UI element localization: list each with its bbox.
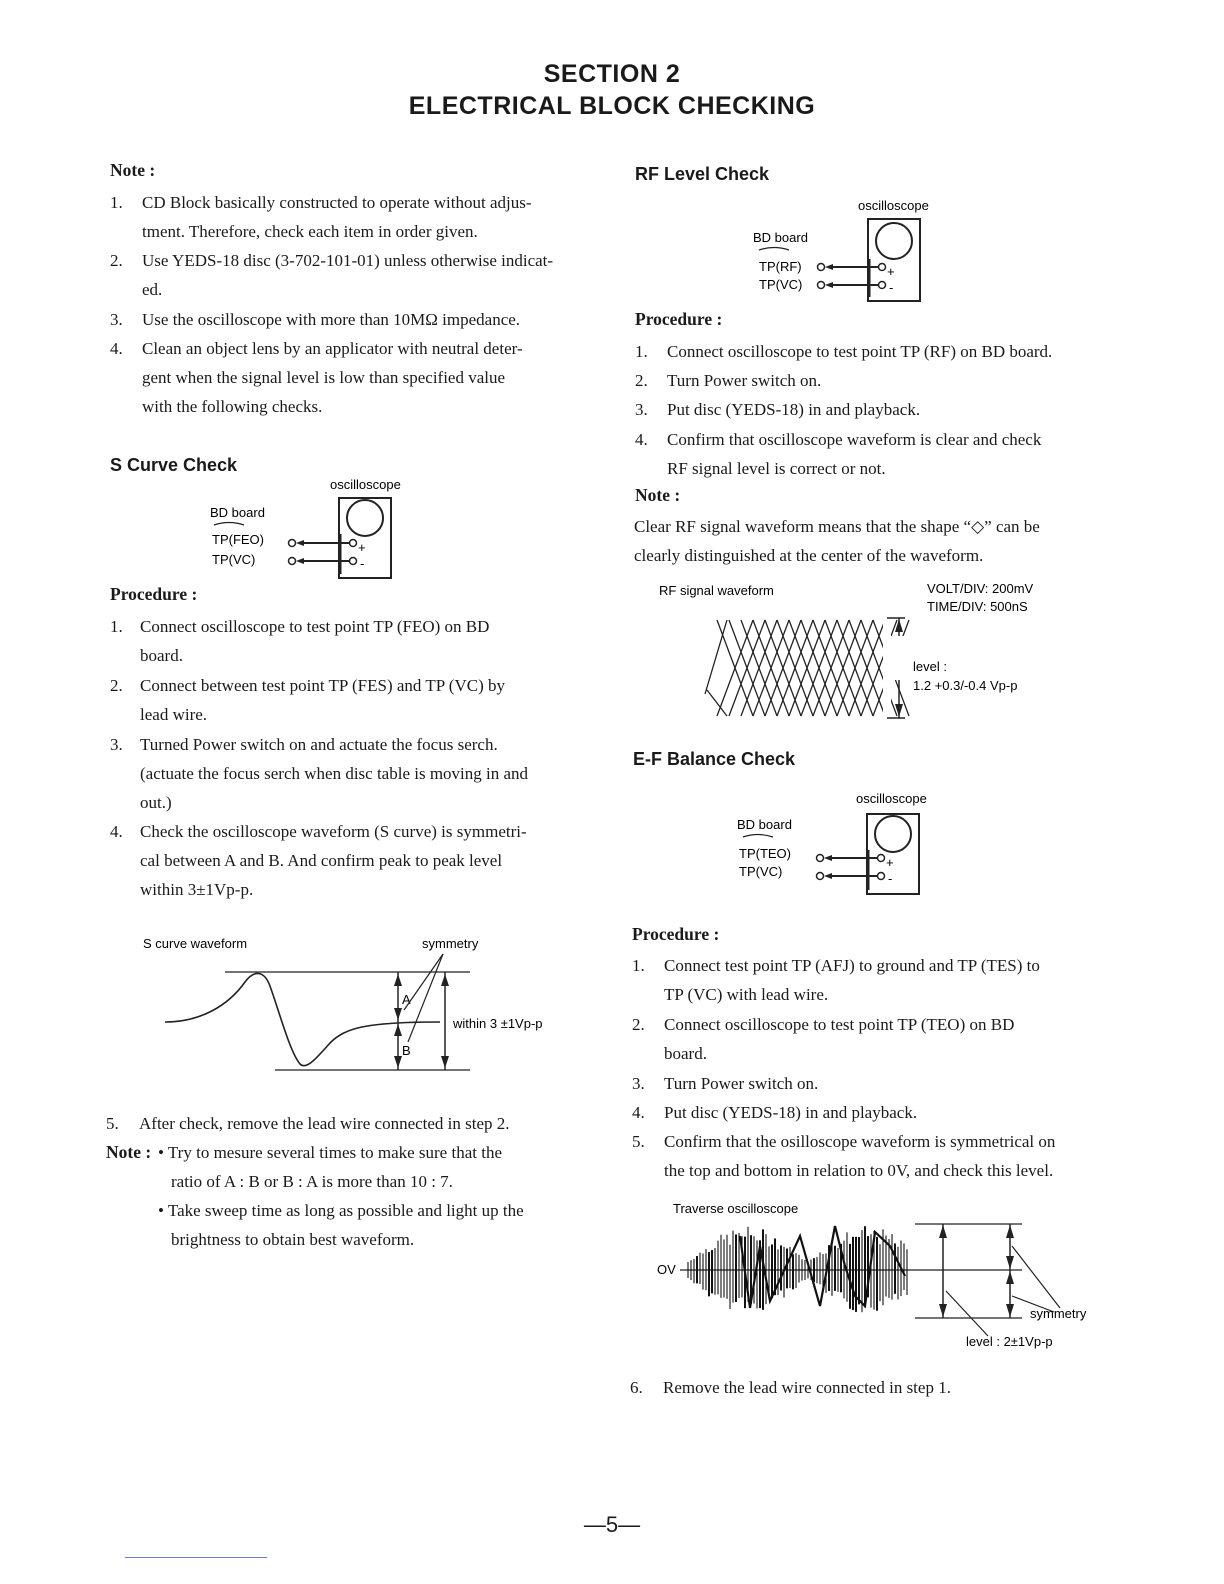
s-curve-connection-diagram bbox=[200, 472, 420, 584]
within-label: within 3 ±1Vp-p bbox=[453, 1016, 543, 1031]
step-number: 4. bbox=[110, 822, 123, 841]
minus-sign: - bbox=[888, 871, 893, 886]
note-label: Note : bbox=[110, 160, 156, 180]
rf-connection-diagram bbox=[745, 193, 965, 305]
step-line: Connect test point TP (AFJ) to ground and TP (TES) to bbox=[664, 956, 1040, 975]
step-line: (actuate the focus serch when disc table is moving in and bbox=[140, 764, 529, 783]
note-line: clearly distinguished at the center of the waveform. bbox=[634, 546, 984, 565]
arrow-head bbox=[296, 558, 304, 564]
note-bullet-line: ratio of A : B or B : A is more than 10 : 7. bbox=[171, 1172, 453, 1191]
step-line: board. bbox=[140, 646, 183, 665]
oscilloscope-screen bbox=[876, 223, 912, 259]
step-number: 3. bbox=[632, 1074, 645, 1093]
oscilloscope-label: oscilloscope bbox=[330, 477, 401, 492]
step-number: 1. bbox=[635, 342, 648, 361]
step-number: 3. bbox=[110, 735, 123, 754]
b-label: B bbox=[402, 1043, 411, 1058]
step-line: Connect between test point TP (FES) and TP (VC) by bbox=[140, 676, 505, 695]
step-number: 5. bbox=[632, 1132, 645, 1151]
item-number: 4. bbox=[110, 339, 123, 358]
tp-label-1: TP(TEO) bbox=[739, 846, 791, 861]
step-line: Turn Power switch on. bbox=[664, 1074, 819, 1093]
plus-sign: + bbox=[887, 264, 895, 279]
item-number: 1. bbox=[110, 193, 123, 212]
oscilloscope-label: oscilloscope bbox=[858, 198, 929, 213]
step-line: TP (VC) with lead wire. bbox=[664, 985, 829, 1004]
note-bullet-line: • Take sweep time as long as possible and light up the bbox=[158, 1201, 524, 1220]
step-line: cal between A and B. And confirm peak to peak level bbox=[140, 851, 503, 870]
s-curve-procedure-label: Procedure : bbox=[110, 584, 198, 604]
item-line: CD Block basically constructed to operate without adjus- bbox=[142, 193, 532, 212]
board-label: BD board bbox=[210, 505, 265, 520]
step-line: Connect oscilloscope to test point TP (TEO) on BD bbox=[664, 1015, 1015, 1034]
step-number: 5. bbox=[106, 1114, 119, 1133]
step-line: Put disc (YEDS-18) in and playback. bbox=[664, 1103, 918, 1122]
rf-signal-waveform bbox=[655, 576, 1095, 726]
item-line: Use the oscilloscope with more than 10MΩ impedance. bbox=[142, 310, 521, 329]
step-number: 3. bbox=[635, 400, 648, 419]
tp-label-2: TP(VC) bbox=[759, 277, 803, 292]
item-line: tment. Therefore, check each item in order given. bbox=[142, 222, 478, 241]
board-label: BD board bbox=[753, 230, 808, 245]
section-number: SECTION 2 bbox=[543, 60, 681, 88]
step-line: RF signal level is correct or not. bbox=[667, 459, 886, 478]
step-line: board. bbox=[664, 1044, 707, 1063]
minus-sign: - bbox=[889, 280, 894, 295]
page-title: ELECTRICAL BLOCK CHECKING bbox=[408, 92, 816, 120]
tp-label-1: TP(RF) bbox=[759, 259, 802, 274]
minus-sign: - bbox=[360, 556, 365, 571]
item-line: with the following checks. bbox=[142, 397, 323, 416]
rf-procedure-label: Procedure : bbox=[635, 309, 723, 329]
step-line: Confirm that oscilloscope waveform is clear and check bbox=[667, 430, 1042, 449]
step-number: 4. bbox=[635, 430, 648, 449]
ov-label: OV bbox=[657, 1262, 676, 1277]
step-line: Connect oscilloscope to test point TP (FEO) on BD bbox=[140, 617, 490, 636]
item-line: Clean an object lens by an applicator with neutral deter- bbox=[142, 339, 523, 358]
traverse-waveform bbox=[650, 1196, 1100, 1356]
item-line: Use YEDS-18 disc (3-702-101-01) unless otherwise indicat- bbox=[142, 251, 554, 270]
note-bullet-line: brightness to obtain best waveform. bbox=[171, 1230, 415, 1249]
note-label: Note : bbox=[106, 1142, 152, 1162]
arrow-head bbox=[296, 540, 304, 546]
oscilloscope-box bbox=[339, 498, 391, 578]
item-number: 2. bbox=[110, 251, 123, 270]
step-number: 2. bbox=[632, 1015, 645, 1034]
tp-label-2: TP(VC) bbox=[739, 864, 783, 879]
step-line: Turned Power switch on and actuate the focus serch. bbox=[140, 735, 498, 754]
item-line: ed. bbox=[142, 280, 163, 299]
plus-sign: + bbox=[886, 855, 894, 870]
step-text: Remove the lead wire connected in step 1. bbox=[663, 1378, 951, 1397]
traverse-signal bbox=[688, 1226, 907, 1312]
a-label: A bbox=[402, 992, 411, 1007]
board-label: BD board bbox=[737, 817, 792, 832]
ef-balance-heading: E-F Balance Check bbox=[633, 749, 796, 769]
board-brace bbox=[214, 523, 244, 526]
symmetry-label: symmetry bbox=[1030, 1306, 1087, 1321]
ef-procedure-label: Procedure : bbox=[632, 924, 720, 944]
note-bullet-line: • Try to mesure several times to make sure that the bbox=[158, 1143, 502, 1162]
rf-level-heading: RF Level Check bbox=[635, 164, 770, 184]
step-line: Connect oscilloscope to test point TP (RF) on BD board. bbox=[667, 342, 1053, 361]
step-line: out.) bbox=[140, 793, 172, 812]
oscilloscope-box bbox=[867, 814, 919, 894]
step-line: Put disc (YEDS-18) in and playback. bbox=[667, 400, 921, 419]
step-line: Check the oscilloscope waveform (S curve) is symmetri- bbox=[140, 822, 527, 841]
waveform-label: RF signal waveform bbox=[659, 583, 774, 598]
level-value: 1.2 +0.3/-0.4 Vp-p bbox=[913, 678, 1018, 693]
s-curve-waveform bbox=[140, 930, 580, 1080]
terminal bbox=[289, 540, 296, 547]
step-line: lead wire. bbox=[140, 705, 208, 724]
footer-rule bbox=[125, 1557, 267, 1558]
plus-sign: + bbox=[358, 540, 366, 555]
step-number: 1. bbox=[110, 617, 123, 636]
step-number: 2. bbox=[635, 371, 648, 390]
step-number: 4. bbox=[632, 1103, 645, 1122]
step-number: 6. bbox=[630, 1378, 643, 1397]
ef-connection-diagram bbox=[733, 786, 953, 898]
page-number: —5— bbox=[583, 1512, 641, 1537]
waveform-label: Traverse oscilloscope bbox=[673, 1201, 799, 1216]
step-line: the top and bottom in relation to 0V, and check this level. bbox=[664, 1161, 1054, 1180]
item-line: gent when the signal level is low than specified value bbox=[142, 368, 506, 387]
item-number: 3. bbox=[110, 310, 123, 329]
oscilloscope-label: oscilloscope bbox=[856, 791, 927, 806]
oscilloscope-screen bbox=[875, 816, 911, 852]
symmetry-label: symmetry bbox=[422, 936, 479, 951]
tp-label-1: TP(FEO) bbox=[212, 532, 264, 547]
step-number: 1. bbox=[632, 956, 645, 975]
rf-eye-pattern bbox=[705, 616, 909, 720]
step-line: Turn Power switch on. bbox=[667, 371, 822, 390]
step-line: within 3±1Vp-p. bbox=[140, 880, 254, 899]
level-label: level : bbox=[913, 659, 947, 674]
time-div-label: TIME/DIV: 500nS bbox=[927, 599, 1028, 614]
rf-note-label: Note : bbox=[635, 485, 681, 505]
volt-div-label: VOLT/DIV: 200mV bbox=[927, 581, 1034, 596]
step-text: After check, remove the lead wire connected in step 2. bbox=[139, 1114, 510, 1133]
s-curve-heading: S Curve Check bbox=[110, 455, 238, 475]
note-line: Clear RF signal waveform means that the shape “◇” can be bbox=[634, 517, 1040, 536]
step-line: Confirm that the osilloscope waveform is symmetrical on bbox=[664, 1132, 1056, 1151]
tp-label-2: TP(VC) bbox=[212, 552, 256, 567]
oscilloscope-screen bbox=[347, 500, 383, 536]
terminal bbox=[289, 558, 296, 565]
rf-note-text bbox=[634, 512, 1106, 570]
step-number: 2. bbox=[110, 676, 123, 695]
level-label: level : 2±1Vp-p bbox=[966, 1334, 1053, 1349]
waveform-label: S curve waveform bbox=[143, 936, 248, 951]
